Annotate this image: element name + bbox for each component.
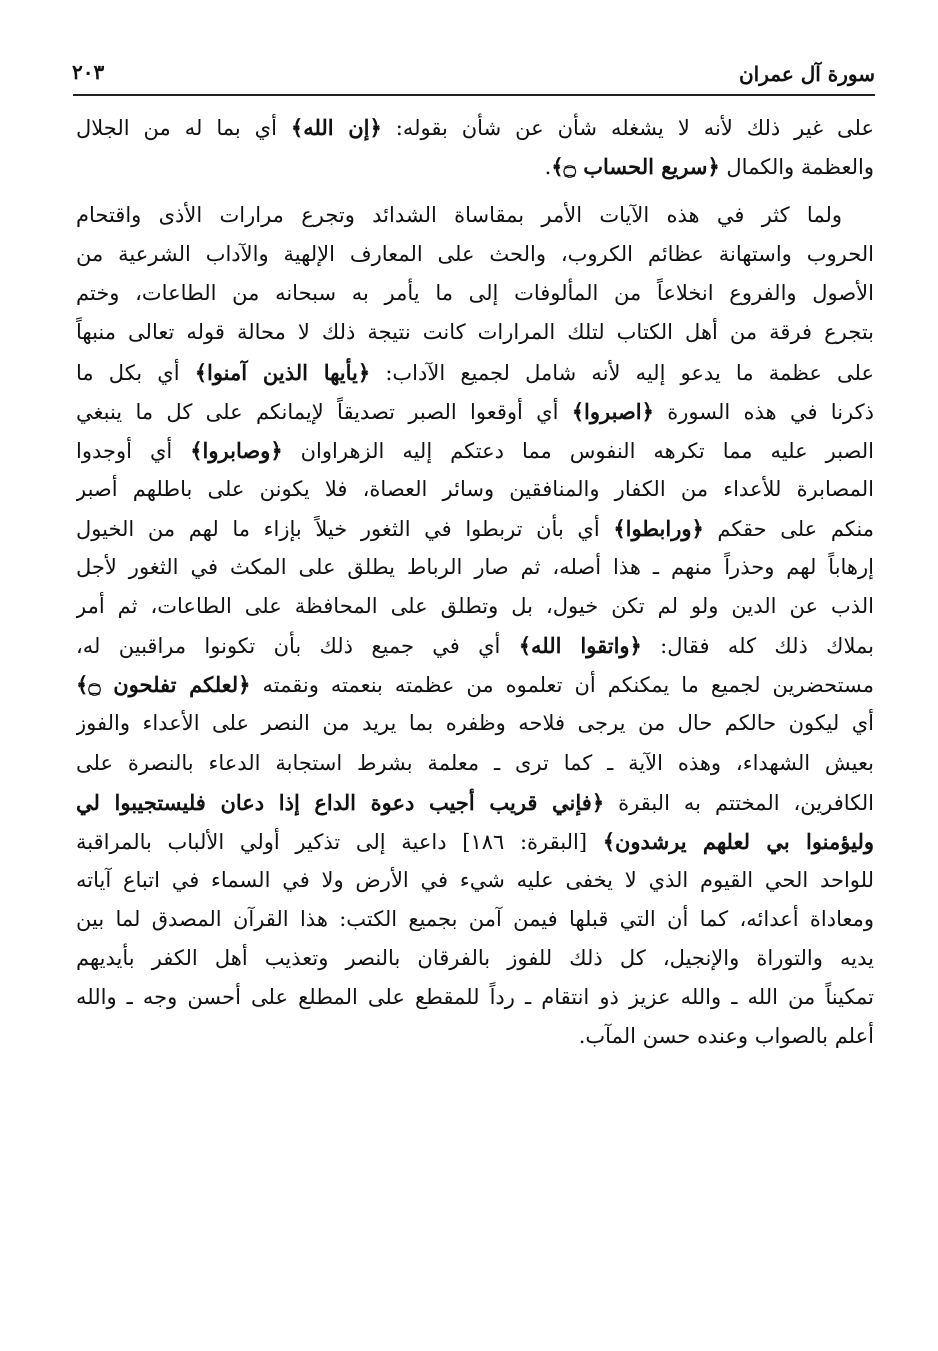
- text-line: [76, 313, 874, 352]
- text-segment: الذب عن الدين ولو لم تكن خيول، بل وتطلق على المحافظة على الطاعات، ثم أمر: [76, 594, 874, 619]
- text-line: [76, 587, 874, 626]
- text-segment: [البقرة: ١٨٦] داعية إلى تذكير أولي الألباب بالمراقبة: [76, 829, 603, 854]
- page-number: ٢٠٣: [72, 60, 105, 84]
- text-segment: أي أوقعوا الصبر تصديقاً لإيمانكم على كل ما ينبغي: [76, 399, 572, 424]
- text-segment: الأصول والفروع انخلاعاً من المألوفات إلى ما يأمر به سبحانه من الطاعات، وختم: [76, 281, 874, 306]
- header-rule: [73, 94, 875, 96]
- text-line: [76, 978, 874, 1017]
- text-segment: ذكرنا في هذه السورة: [653, 399, 874, 424]
- text-segment: تمكيناً من الله ـ والله عزيز ذو انتقام ـ رداً للمقطع على المطلع على أحسن وجه ـ والله: [76, 985, 874, 1010]
- text-segment: أي أوجدوا: [76, 438, 191, 463]
- quran-quote: ﴿ورابطوا﴾: [613, 515, 704, 541]
- text-line: [76, 509, 874, 548]
- text-line: [76, 822, 874, 861]
- surah-title: سورة آل عمران: [738, 62, 875, 86]
- text-segment: بعيش الشهداء، وهذه الآية ـ كما ترى ـ معلمة بشرط استجابة الدعاء بالنصرة على: [76, 750, 874, 775]
- text-segment: والعظمة والكمال: [719, 155, 874, 180]
- text-line: [76, 274, 874, 313]
- text-segment: أي بأن تربطوا في الثغور خيلاً بإزاء ما لهم من الخيول: [76, 516, 614, 541]
- text-line: [76, 108, 874, 147]
- paragraph: [76, 196, 874, 1056]
- text-line: [76, 744, 874, 783]
- text-segment: للواحد الحي القيوم الذي لا يخفى عليه شيء في الأرض ولا في السماء في اتباع آياته: [76, 867, 874, 892]
- text-line: [76, 861, 874, 900]
- quran-quote: ﴿وصابروا﴾: [190, 437, 283, 463]
- text-line: [76, 392, 874, 431]
- text-line: [76, 235, 874, 274]
- quran-quote: ﴿لعلكم تفلحون ۝﴾: [76, 672, 251, 698]
- text-line: [76, 626, 874, 665]
- page-body: [76, 108, 874, 1056]
- text-line: [76, 431, 874, 470]
- text-segment: أي بكل ما: [76, 360, 195, 385]
- text-segment: الكافرين، المختتم به البقرة: [604, 790, 874, 815]
- text-line: [76, 353, 874, 392]
- text-line: [76, 470, 874, 509]
- text-line: [76, 665, 874, 704]
- text-segment: المصابرة للأعداء من الكفار والمنافقين وسائر العصاة، فلا يكونن على باطلهم أصبر: [76, 476, 874, 501]
- text-segment: الصبر عليه مما تكرهه النفوس مما دعتكم إليه الزهراوان: [282, 438, 874, 463]
- quran-quote: ﴿فإني قريب أجيب دعوة الداع إذا دعان فليستجيبوا لي: [76, 789, 605, 815]
- text-line: [76, 147, 874, 186]
- text-line: [76, 704, 874, 743]
- text-segment: ولما كثر في هذه الآيات الأمر بمقاساة الشدائد وتجرع مرارات الأذى واقتحام: [76, 203, 842, 228]
- text-line: [76, 1017, 874, 1056]
- text-segment: مستحضرين لجميع ما يمكنكم أن تعلموه من عظمته بنعمته ونقمته: [250, 673, 874, 698]
- quran-quote: ﴿اصبروا﴾: [571, 398, 654, 424]
- text-line: [76, 900, 874, 939]
- quran-quote: وليؤمنوا بي لعلهم يرشدون﴾: [602, 828, 874, 854]
- text-line: [76, 939, 874, 978]
- text-segment: إرهاباً لهم وحذراً منهم ـ هذا أصله، ثم صار الرباط يطلق على المكث في الثغور لأجل: [76, 555, 874, 580]
- text-line: [76, 196, 874, 235]
- text-segment: بتجرع فرقة من أهل الكتاب لتلك المرارات كانت نتيجة ذلك لا محالة قوله تعالى منبهاً: [76, 320, 874, 345]
- text-segment: أي بما له من الجلال: [76, 116, 291, 140]
- text-segment: أي ليكون حالكم حال من يرجى فلاحه وظفره بما يريد من النصر على الأعداء والفوز: [76, 711, 874, 736]
- text-segment: بملاك ذلك كله فقال:: [641, 634, 874, 659]
- text-segment: على غير ذلك لأنه لا يشغله شأن عن شأن بقوله:: [381, 116, 874, 140]
- quran-quote: ﴿إن الله﴾: [290, 115, 382, 140]
- text-segment: منكم على حقكم: [703, 516, 874, 541]
- text-segment: أعلم بالصواب وعنده حسن المآب.: [578, 1024, 874, 1049]
- text-segment: .: [544, 155, 552, 180]
- text-segment: أي في جميع ذلك بأن تكونوا مراقبين له،: [76, 634, 519, 659]
- paragraph: [76, 108, 874, 186]
- text-segment: ومعاداة أعدائه، كما أن التي قبلها فيمن آمن بجميع الكتب: هذا القرآن المصدق لما بين: [76, 906, 874, 931]
- quran-quote: ﴿سريع الحساب ۝﴾: [551, 154, 720, 180]
- text-segment: على عظمة ما يدعو إليه لأنه شامل لجميع الآداب:: [370, 360, 874, 385]
- text-line: [76, 783, 874, 822]
- text-line: [76, 548, 874, 587]
- quran-quote: ﴿واتقوا الله﴾: [518, 633, 642, 659]
- quran-quote: ﴿يأيها الذين آمنوا﴾: [194, 359, 371, 385]
- text-segment: يديه والتوراة والإنجيل، كل ذلك للفوز بالفرقان بالنصر وتعذيب أهل الكفر بأيديهم: [76, 945, 874, 970]
- text-segment: الحروب واستهانة عظائم الكروب، والحث على المعارف الإلهية والآداب الشرعية من: [76, 242, 874, 267]
